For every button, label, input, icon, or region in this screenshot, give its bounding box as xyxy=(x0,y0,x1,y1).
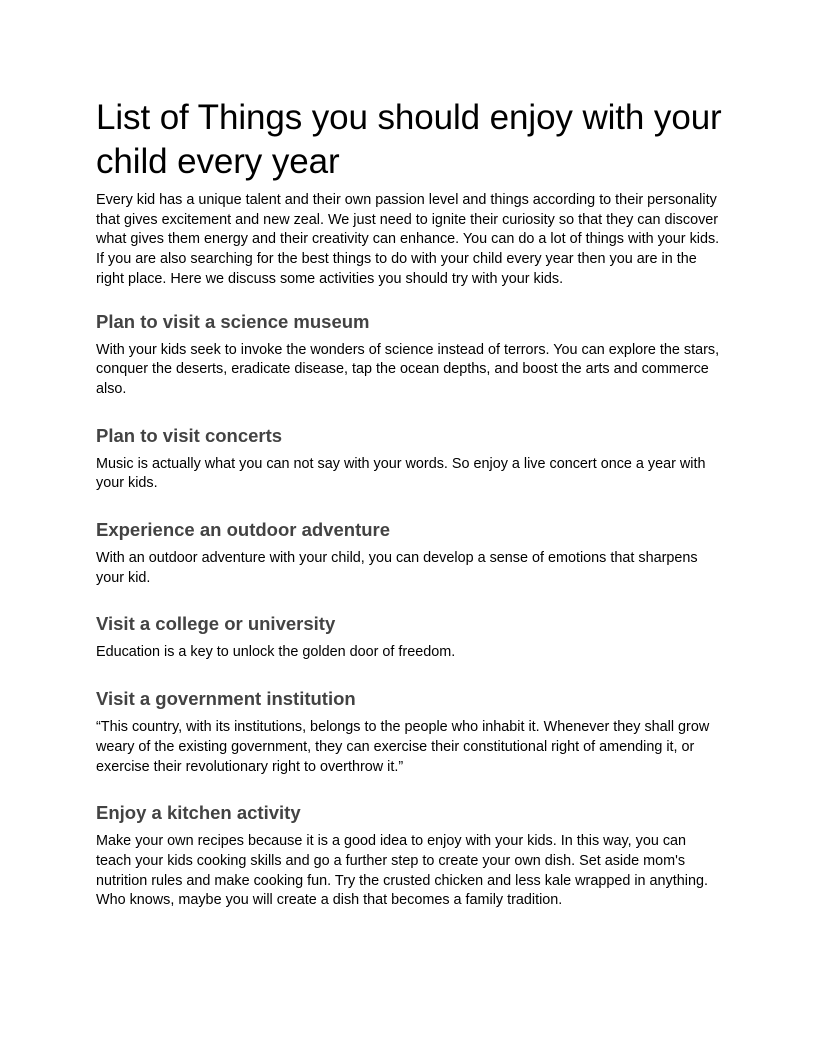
section-heading-kitchen: Enjoy a kitchen activity xyxy=(96,802,301,824)
document-title: List of Things you should enjoy with your child every year xyxy=(96,98,722,181)
section-body-science-museum: With your kids seek to invoke the wonders of science instead of terrors. You can explore the stars, conquer the deserts, eradicate disease, tap the ocean depths, and boost the arts and commerce also. xyxy=(96,341,720,397)
section-body-government: “This country, with its institutions, belongs to the people who inhabit it. Whenever they shall grow weary of the existing government, they can exercise their constitutional right of amending it, or exercise their revolutionary right to overthrow it.” xyxy=(96,719,710,775)
intro-paragraph: Every kid has a unique talent and their own passion level and things according to their personality that gives excitement and new zeal. We just need to ignite their curiosity so that they can discover what gives them energy and their creativity can enhance. You can do a lot of things with your kids. If you are also searching for the best things to do with your child every year then you are in the right place. Here we discuss some activities you should try with your kids. xyxy=(96,192,720,287)
section-body-kitchen: Make your own recipes because it is a good idea to enjoy with your kids. In this way, you can teach your kids cooking skills and go a further step to create your own dish. Set aside mom's nutrition rules and make cooking fun. Try the crusted chicken and less kale wrapped in anything. Who knows, maybe you will create a dish that becomes a family tradition. xyxy=(96,833,708,909)
section-body-concerts: Music is actually what you can not say with your words. So enjoy a live concert once a year with your kids. xyxy=(96,455,706,492)
section-heading-outdoor-adventure: Experience an outdoor adventure xyxy=(96,519,391,541)
section-heading-government: Visit a government institution xyxy=(96,688,356,710)
section-body-college: Education is a key to unlock the golden door of freedom. xyxy=(96,644,456,661)
section-heading-concerts: Plan to visit concerts xyxy=(96,424,283,446)
section-heading-science-museum: Plan to visit a science museum xyxy=(96,310,370,332)
document-page xyxy=(96,96,722,911)
section-heading-college: Visit a college or university xyxy=(96,613,336,635)
section-body-outdoor-adventure: With an outdoor adventure with your child, you can develop a sense of emotions that sharpens your kid. xyxy=(96,550,698,586)
